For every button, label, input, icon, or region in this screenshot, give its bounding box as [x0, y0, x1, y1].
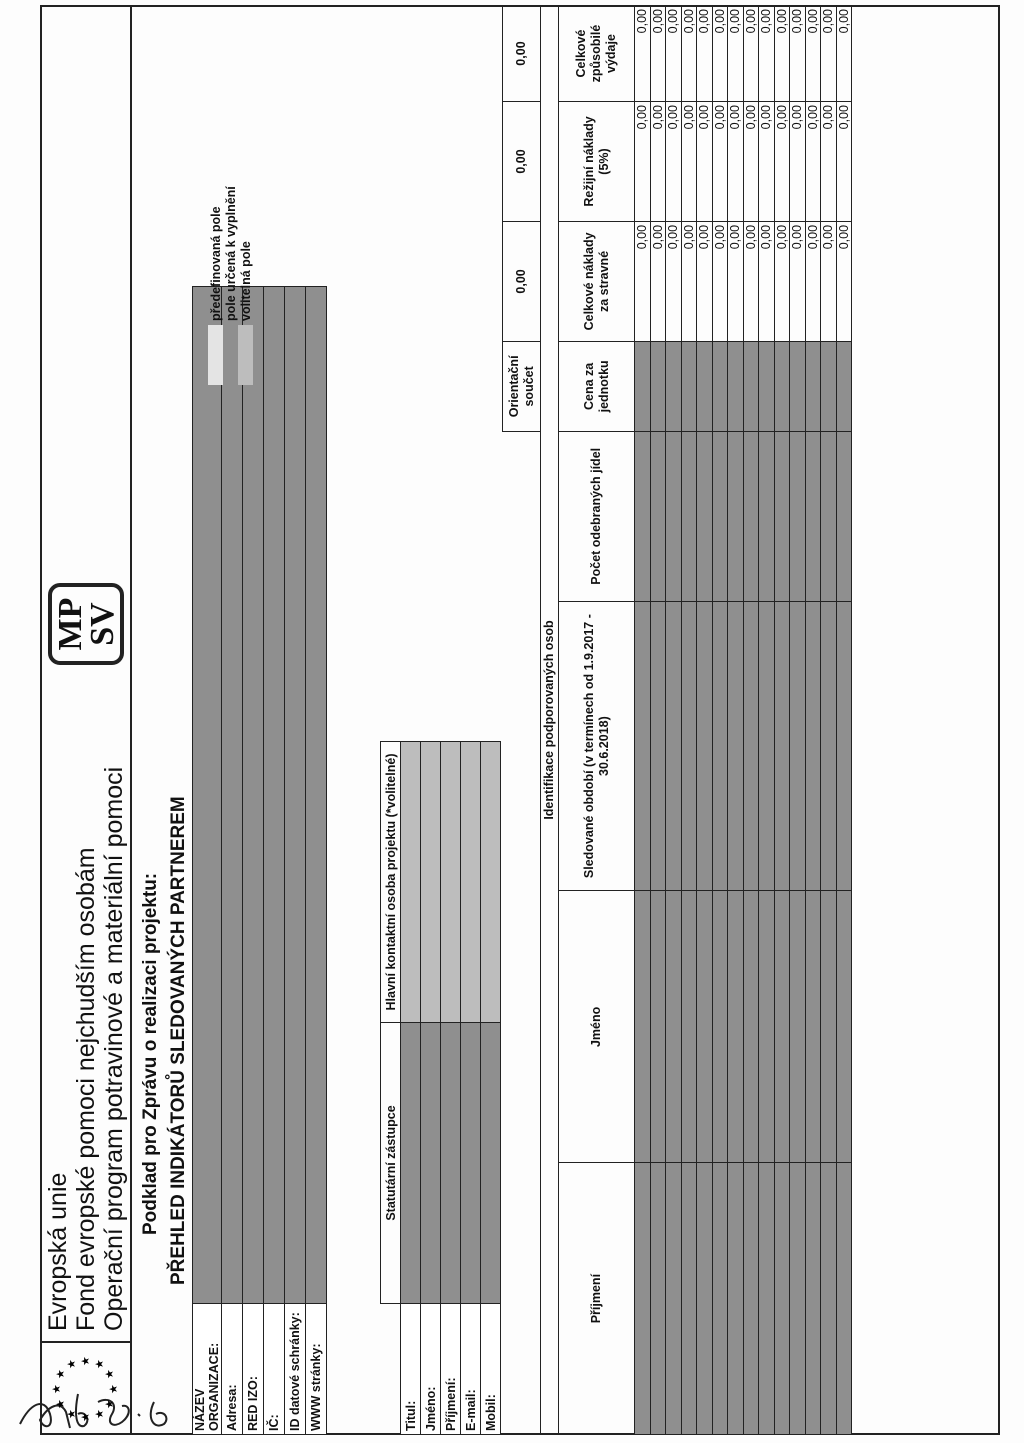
- unit-price-cell[interactable]: [836, 341, 852, 431]
- legend-swatch: [238, 325, 253, 385]
- overhead-cell: 0,00: [650, 102, 666, 222]
- meals-cell[interactable]: [666, 431, 682, 601]
- firstname-cell[interactable]: [728, 891, 744, 1163]
- statutory-surname-input[interactable]: [441, 1023, 461, 1304]
- svg-text:★: ★: [93, 1409, 106, 1419]
- mpsv-logo: MP SV: [48, 583, 124, 665]
- legend-item: pole určená k vyplnění: [223, 186, 238, 385]
- table-row: [712, 6, 728, 1435]
- col-period: Sledované období (v termínech od 1.9.2017 - 30.6.2018): [559, 601, 635, 891]
- unit-price-cell[interactable]: [774, 341, 790, 431]
- program-label: Operační program potravinové a materiální pomoci: [100, 766, 128, 1331]
- svg-text:★: ★: [79, 1356, 92, 1366]
- firstname-cell[interactable]: [650, 891, 666, 1163]
- table-row: [836, 6, 852, 1435]
- svg-text:★: ★: [93, 1359, 106, 1369]
- col-meals: Počet odebraných jídel: [559, 431, 635, 601]
- meal-costs-cell: 0,00: [728, 221, 744, 341]
- surname-cell[interactable]: [635, 1163, 651, 1435]
- contact-mobile-input[interactable]: [481, 742, 501, 1023]
- meal-costs-cell: 0,00: [759, 221, 775, 341]
- overhead-cell: 0,00: [821, 102, 837, 222]
- firstname-cell[interactable]: [836, 891, 852, 1163]
- meal-costs-cell: 0,00: [774, 221, 790, 341]
- legend-item: předefinovaná pole: [208, 186, 223, 385]
- meal-costs-cell: 0,00: [635, 221, 651, 341]
- eligible-cell: 0,00: [697, 6, 713, 102]
- eligible-cell: 0,00: [650, 6, 666, 102]
- eligible-cell: 0,00: [635, 6, 651, 102]
- meal-costs-cell: 0,00: [666, 221, 682, 341]
- period-cell[interactable]: [712, 601, 728, 891]
- meals-cell[interactable]: [790, 431, 806, 601]
- org-field-address: Adresa:: [222, 1304, 243, 1435]
- surname-cell[interactable]: [774, 1163, 790, 1435]
- org-field-name: NÁZEV ORGANIZACE:: [193, 1304, 222, 1435]
- contact-field-email: E-mail:: [461, 1304, 481, 1435]
- meals-cell[interactable]: [712, 431, 728, 601]
- meal-costs-cell: 0,00: [712, 221, 728, 341]
- col-firstname: Jméno: [559, 891, 635, 1163]
- unit-price-cell[interactable]: [759, 341, 775, 431]
- table-row: [805, 6, 821, 1435]
- report-subtitle: Podklad pro Zprávu o realizaci projektu:: [140, 872, 161, 1235]
- period-cell[interactable]: [681, 601, 697, 891]
- period-cell[interactable]: [821, 601, 837, 891]
- contact-email-input[interactable]: [461, 742, 481, 1023]
- period-cell[interactable]: [805, 601, 821, 891]
- report-title: PŘEHLED INDIKÁTORŮ SLEDOVANÝCH PARTNEREM: [168, 796, 189, 1285]
- org-input-databox[interactable]: [285, 287, 306, 1304]
- firstname-cell[interactable]: [681, 891, 697, 1163]
- contact-field-mobile: Mobil:: [481, 1304, 501, 1435]
- header: [40, 5, 132, 1435]
- period-cell[interactable]: [697, 601, 713, 891]
- org-input-name[interactable]: [193, 287, 222, 1304]
- overhead-cell: 0,00: [666, 102, 682, 222]
- table-row: [790, 6, 806, 1435]
- contact-firstname-input[interactable]: [421, 742, 441, 1023]
- eligible-cell: 0,00: [774, 6, 790, 102]
- meals-cell[interactable]: [759, 431, 775, 601]
- period-cell[interactable]: [666, 601, 682, 891]
- firstname-cell[interactable]: [635, 891, 651, 1163]
- table-row: [759, 6, 775, 1435]
- firstname-cell[interactable]: [821, 891, 837, 1163]
- surname-cell[interactable]: [728, 1163, 744, 1435]
- col-eligible: Celkové způsobilé výdaje: [559, 6, 635, 102]
- meal-costs-cell: 0,00: [697, 221, 713, 341]
- group-header: Identifikace podporovaných osob: [541, 6, 559, 1435]
- svg-text:★: ★: [65, 1409, 78, 1419]
- surname-cell[interactable]: [681, 1163, 697, 1435]
- surname-cell[interactable]: [790, 1163, 806, 1435]
- overhead-cell: 0,00: [790, 102, 806, 222]
- svg-text:★: ★: [79, 1412, 92, 1422]
- table-row: [743, 6, 759, 1435]
- table-row: [666, 6, 682, 1435]
- col-unit-price: Cena za jednotku: [559, 341, 635, 431]
- overhead-cell: 0,00: [635, 102, 651, 222]
- svg-text:★: ★: [103, 1399, 116, 1409]
- meals-cell[interactable]: [635, 431, 651, 601]
- eligible-cell: 0,00: [728, 6, 744, 102]
- meal-costs-cell: 0,00: [681, 221, 697, 341]
- org-input-redizo[interactable]: [243, 287, 264, 1304]
- unit-price-cell[interactable]: [635, 341, 651, 431]
- svg-text:★: ★: [103, 1369, 116, 1379]
- eu-stars-icon: [50, 1355, 118, 1423]
- fund-label: Fond evropské pomoci nejchudším osobám: [72, 847, 100, 1331]
- overhead-cell: 0,00: [681, 102, 697, 222]
- legend-swatch: [223, 325, 238, 385]
- statutory-firstname-input[interactable]: [421, 1023, 441, 1304]
- table-row: [697, 6, 713, 1435]
- meal-costs-cell: 0,00: [805, 221, 821, 341]
- svg-text:★: ★: [107, 1384, 120, 1394]
- period-cell[interactable]: [743, 601, 759, 891]
- col-overhead: Režijní náklady (5%): [559, 102, 635, 222]
- org-input-address[interactable]: [222, 287, 243, 1304]
- surname-cell[interactable]: [821, 1163, 837, 1435]
- period-cell[interactable]: [774, 601, 790, 891]
- table-row: [681, 6, 697, 1435]
- meal-costs-cell: 0,00: [821, 221, 837, 341]
- period-cell[interactable]: [759, 601, 775, 891]
- eu-flag-logo: [40, 1341, 130, 1435]
- overhead-cell: 0,00: [728, 102, 744, 222]
- unit-price-cell[interactable]: [821, 341, 837, 431]
- svg-text:★: ★: [50, 1384, 63, 1394]
- period-cell[interactable]: [836, 601, 852, 891]
- table-row: [635, 6, 651, 1435]
- contact-field-surname: Příjmení:: [441, 1304, 461, 1435]
- program-heading: [44, 767, 128, 1331]
- eligible-cell: 0,00: [743, 6, 759, 102]
- overhead-cell: 0,00: [759, 102, 775, 222]
- table-row: [774, 6, 790, 1435]
- contact-surname-input[interactable]: [441, 742, 461, 1023]
- meal-costs-cell: 0,00: [743, 221, 759, 341]
- eligible-cell: 0,00: [759, 6, 775, 102]
- contact-field-title: Titul:: [401, 1304, 421, 1435]
- col-meal-costs: Celkové náklady za stravné: [559, 221, 635, 341]
- surname-cell[interactable]: [836, 1163, 852, 1435]
- unit-price-cell[interactable]: [743, 341, 759, 431]
- eligible-cell: 0,00: [666, 6, 682, 102]
- meals-cell[interactable]: [650, 431, 666, 601]
- summary-overhead: 0,00: [503, 102, 541, 222]
- statutory-email-input[interactable]: [461, 1023, 481, 1304]
- org-field-ic: IČ:: [264, 1304, 285, 1435]
- eligible-cell: 0,00: [836, 6, 852, 102]
- period-cell[interactable]: [635, 601, 651, 891]
- meals-cell[interactable]: [836, 431, 852, 601]
- org-field-redizo: RED IZO:: [243, 1304, 264, 1435]
- surname-cell[interactable]: [666, 1163, 682, 1435]
- period-cell[interactable]: [650, 601, 666, 891]
- firstname-cell[interactable]: [697, 891, 713, 1163]
- unit-price-cell[interactable]: [728, 341, 744, 431]
- surname-cell[interactable]: [697, 1163, 713, 1435]
- color-legend: [208, 186, 253, 385]
- surname-cell[interactable]: [743, 1163, 759, 1435]
- eligible-cell: 0,00: [821, 6, 837, 102]
- meals-cell[interactable]: [681, 431, 697, 601]
- meal-costs-cell: 0,00: [836, 221, 852, 341]
- summary-label: Orientační součet: [503, 341, 541, 431]
- unit-price-cell[interactable]: [805, 341, 821, 431]
- unit-price-cell[interactable]: [681, 341, 697, 431]
- firstname-cell[interactable]: [712, 891, 728, 1163]
- organization-table: [192, 286, 327, 1435]
- eligible-cell: 0,00: [681, 6, 697, 102]
- eu-label: Evropská unie: [44, 1172, 72, 1331]
- meal-costs-cell: 0,00: [790, 221, 806, 341]
- org-field-databox: ID datové schránky:: [285, 1304, 306, 1435]
- meals-cell[interactable]: [743, 431, 759, 601]
- period-cell[interactable]: [790, 601, 806, 891]
- unit-price-cell[interactable]: [666, 341, 682, 431]
- unit-price-cell[interactable]: [697, 341, 713, 431]
- statutory-mobile-input[interactable]: [481, 1023, 501, 1304]
- firstname-cell[interactable]: [805, 891, 821, 1163]
- col-surname: Příjmení: [559, 1163, 635, 1435]
- firstname-cell[interactable]: [743, 891, 759, 1163]
- firstname-cell[interactable]: [759, 891, 775, 1163]
- surname-cell[interactable]: [712, 1163, 728, 1435]
- overhead-cell: 0,00: [836, 102, 852, 222]
- table-row: [728, 6, 744, 1435]
- unit-price-cell[interactable]: [790, 341, 806, 431]
- overhead-cell: 0,00: [774, 102, 790, 222]
- indicators-table: [502, 5, 852, 1435]
- org-input-www[interactable]: [306, 287, 327, 1304]
- svg-text:★: ★: [65, 1359, 78, 1369]
- summary-total-meals: 0,00: [503, 221, 541, 341]
- statutory-title-input[interactable]: [401, 1023, 421, 1304]
- table-row: [650, 6, 666, 1435]
- unit-price-cell[interactable]: [650, 341, 666, 431]
- org-input-ic[interactable]: [264, 287, 285, 1304]
- meals-cell[interactable]: [821, 431, 837, 601]
- summary-eligible: 0,00: [503, 6, 541, 102]
- contact-table: [380, 741, 501, 1435]
- surname-cell[interactable]: [805, 1163, 821, 1435]
- org-field-www: WWW stránky:: [306, 1304, 327, 1435]
- meals-cell[interactable]: [774, 431, 790, 601]
- overhead-cell: 0,00: [697, 102, 713, 222]
- meal-costs-cell: 0,00: [650, 221, 666, 341]
- firstname-cell[interactable]: [774, 891, 790, 1163]
- table-row: [821, 6, 837, 1435]
- report-sheet: [40, 5, 1000, 1435]
- firstname-cell[interactable]: [790, 891, 806, 1163]
- meals-cell[interactable]: [697, 431, 713, 601]
- overhead-cell: 0,00: [743, 102, 759, 222]
- surname-cell[interactable]: [650, 1163, 666, 1435]
- firstname-cell[interactable]: [666, 891, 682, 1163]
- surname-cell[interactable]: [759, 1163, 775, 1435]
- eligible-cell: 0,00: [805, 6, 821, 102]
- legend-item: volitelná pole: [238, 186, 253, 385]
- legend-swatch: [208, 325, 223, 385]
- eligible-cell: 0,00: [712, 6, 728, 102]
- eligible-cell: 0,00: [790, 6, 806, 102]
- svg-text:★: ★: [54, 1399, 67, 1409]
- contact-field-firstname: Jméno:: [421, 1304, 441, 1435]
- unit-price-cell[interactable]: [712, 341, 728, 431]
- main-contact-header: Hlavní kontaktní osoba projektu (*volitelné): [381, 742, 401, 1023]
- svg-text:★: ★: [54, 1369, 67, 1379]
- period-cell[interactable]: [728, 601, 744, 891]
- meals-cell[interactable]: [728, 431, 744, 601]
- statutory-rep-header: Statutární zástupce: [381, 1023, 401, 1304]
- overhead-cell: 0,00: [805, 102, 821, 222]
- overhead-cell: 0,00: [712, 102, 728, 222]
- contact-title-input[interactable]: [401, 742, 421, 1023]
- meals-cell[interactable]: [805, 431, 821, 601]
